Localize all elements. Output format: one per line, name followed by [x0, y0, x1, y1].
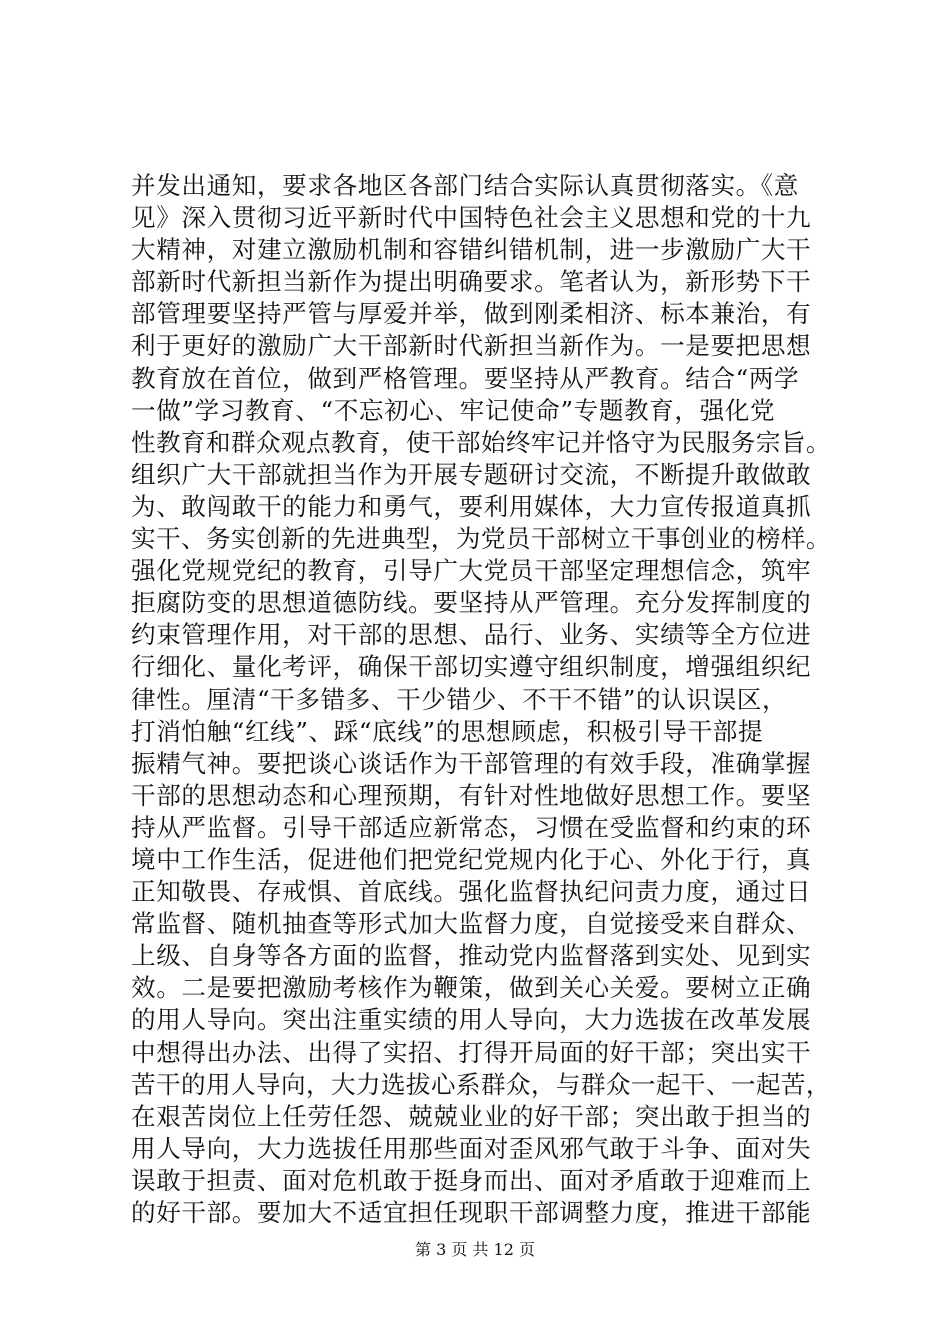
text-line: 正知敬畏、存戒惧、首底线。强化监督执纪问责力度，通过日 [131, 877, 812, 907]
text-line: 在艰苦岗位上任劳任怨、兢兢业业的好干部；突出敢于担当的 [131, 1101, 812, 1131]
text-line: 中想得出办法、出得了实招、打得开局面的好干部；突出实干 [131, 1037, 812, 1067]
text-line: 利于更好的激励广大干部新时代新担当新作为。一是要把思想 [131, 331, 812, 361]
text-line: 大精神，对建立激励机制和容错纠错机制，进一步激励广大干 [131, 235, 812, 265]
text-line: 教育放在首位，做到严格管理。要坚持从严教育。结合“两学 [131, 363, 800, 393]
text-line: 部管理要坚持严管与厚爱并举，做到刚柔相济、标本兼治，有 [131, 299, 812, 329]
text-line: 上级、自身等各方面的监督，推动党内监督落到实处、见到实 [131, 941, 812, 971]
text-line: 持从严监督。引导干部适应新常态，习惯在受监督和约束的环 [131, 812, 812, 842]
text-line: 性教育和群众观点教育，使干部始终牢记并恪守为民服务宗旨。 [131, 427, 831, 457]
text-line: 打消怕触“红线”、踩“底线”的思想顾虑，积极引导干部提 [131, 716, 764, 746]
text-line: 效。二是要把激励考核作为鞭策，做到关心关爱。要树立正确 [131, 973, 812, 1003]
text-line: 强化党规党纪的教育，引导广大党员干部坚定理想信念，筑牢 [131, 556, 812, 586]
text-line: 律性。厘清“干多错多、干少错少、不干不错”的认识误区， [131, 684, 788, 714]
text-line: 为、敢闯敢干的能力和勇气，要利用媒体，大力宣传报道真抓 [131, 491, 812, 521]
text-line: 的用人导向。突出注重实绩的用人导向，大力选拔在改革发展 [131, 1005, 812, 1035]
page-footer: 第 3 页 共 12 页 [415, 1240, 535, 1259]
text-line: 误敢于担责、面对危机敢于挺身而出、面对矛盾敢于迎难而上 [131, 1165, 812, 1195]
text-line: 见》深入贯彻习近平新时代中国特色社会主义思想和党的十九 [131, 203, 812, 233]
text-line: 组织广大干部就担当作为开展专题研讨交流，不断提升敢做敢 [131, 459, 812, 489]
text-line: 约束管理作用，对干部的思想、品行、业务、实绩等全方位进 [131, 620, 812, 650]
text-line: 行细化、量化考评，确保干部切实遵守组织制度，增强组织纪 [131, 652, 812, 682]
text-line: 干部的思想动态和心理预期，有针对性地做好思想工作。要坚 [131, 780, 812, 810]
text-line: 一做”学习教育、“不忘初心、牢记使命”专题教育，强化党 [131, 395, 776, 425]
text-line: 振精气神。要把谈心谈话作为干部管理的有效手段，准确掌握 [131, 748, 812, 778]
text-line: 境中工作生活，促进他们把党纪党规内化于心、外化于行，真 [131, 844, 812, 874]
text-line: 并发出通知，要求各地区各部门结合实际认真贯彻落实。《意 [131, 171, 799, 200]
text-line: 部新时代新担当新作为提出明确要求。笔者认为，新形势下干 [131, 267, 812, 297]
body-text [131, 170, 831, 1229]
text-line: 常监督、随机抽查等形式加大监督力度，自觉接受来自群众、 [131, 909, 812, 939]
text-line: 拒腐防变的思想道德防线。要坚持从严管理。充分发挥制度的 [131, 588, 812, 618]
text-line: 用人导向，大力选拔任用那些面对歪风邪气敢于斗争、面对失 [131, 1133, 812, 1163]
text-line: 实干、务实创新的先进典型，为党员干部树立干事创业的榜样。 [131, 524, 831, 554]
text-line: 的好干部。要加大不适宜担任现职干部调整力度，推进干部能 [131, 1198, 812, 1227]
text-line: 苦干的用人导向，大力选拔心系群众，与群众一起干、一起苦， [131, 1069, 831, 1099]
